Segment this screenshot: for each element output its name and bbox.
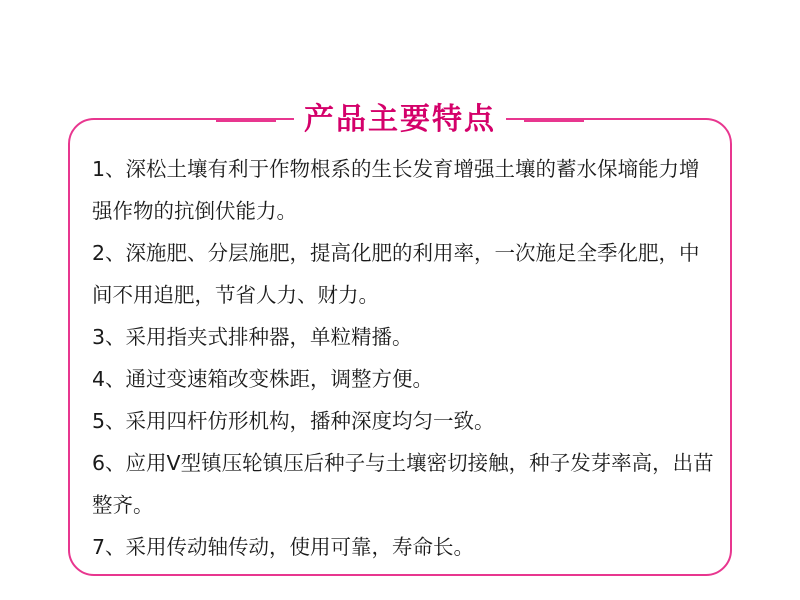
list-item: 2、深施肥、分层施肥，提高化肥的利用率，一次施足全季化肥，中间不用追肥，节省人力、财力。 (92, 241, 700, 307)
page-title: 产品主要特点 (294, 105, 506, 135)
list-item: 4、通过变速箱改变株距，调整方便。 (92, 367, 434, 391)
list-item: 5、采用四杆仿形机构，播种深度均匀一致。 (92, 409, 495, 433)
feature-list (92, 148, 720, 568)
list-item: 6、应用V型镇压轮镇压后种子与土壤密切接触，种子发芽率高，出苗整齐。 (92, 451, 714, 517)
list-item: 7、采用传动轴传动，使用可靠，寿命长。 (92, 535, 475, 559)
list-item: 1、深松土壤有利于作物根系的生长发育增强土壤的蓄水保墒能力增强作物的抗倒伏能力。 (92, 157, 700, 223)
title-rule-right (524, 119, 584, 122)
title-rule-left (216, 119, 276, 122)
title-block (0, 92, 800, 148)
list-item: 3、采用指夹式排种器，单粒精播。 (92, 325, 413, 349)
